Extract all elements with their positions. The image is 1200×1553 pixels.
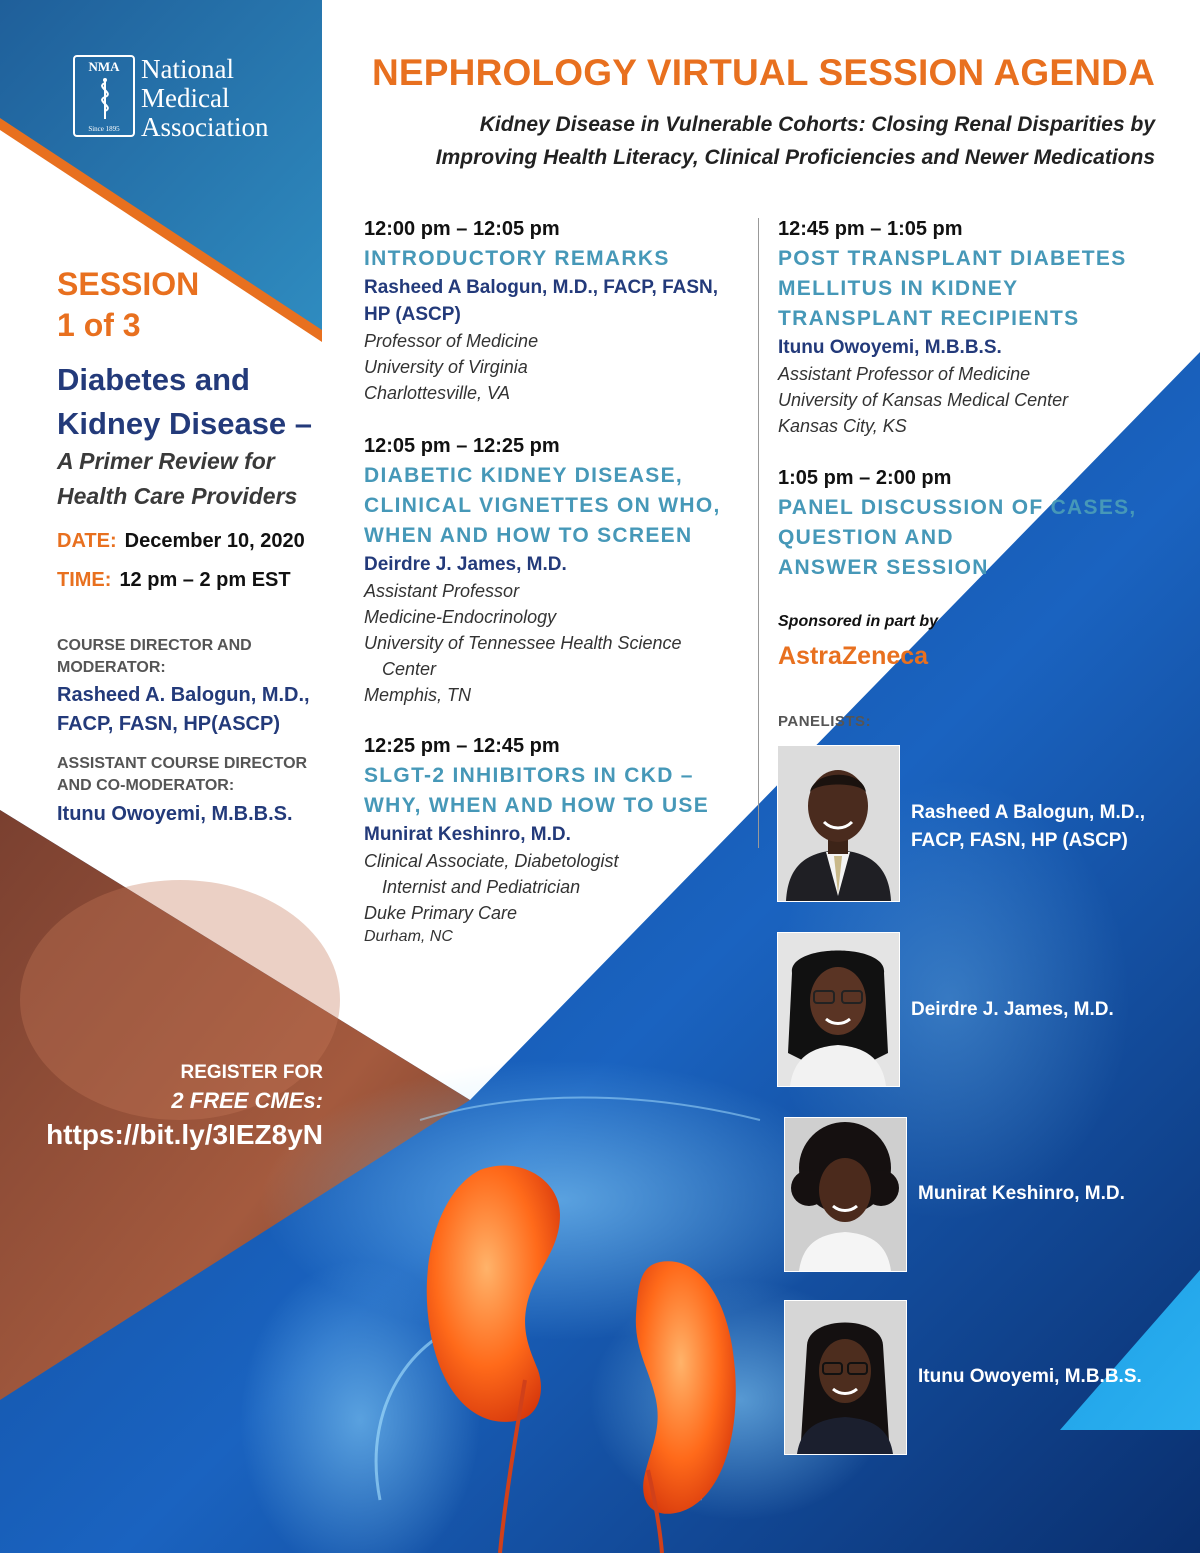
agenda-heading: INTRODUCTORY REMARKS bbox=[364, 247, 670, 270]
name-line: Rasheed A Balogun, M.D., bbox=[911, 802, 1146, 823]
agenda-item bbox=[364, 214, 754, 406]
register-link[interactable]: https://bit.ly/3IEZ8yN bbox=[46, 1119, 323, 1150]
agenda-item bbox=[778, 463, 1178, 583]
agenda-heading: WHY, WHEN AND HOW TO USE bbox=[364, 794, 710, 817]
agenda-speaker: Munirat Keshinro, M.D. bbox=[364, 824, 571, 845]
agenda-affiliation: Internist and Pediatrician bbox=[382, 877, 581, 897]
agenda-affiliation: University of Tennessee Health Science bbox=[364, 633, 682, 653]
agenda-affiliation: Memphis, TN bbox=[364, 685, 472, 705]
page-title: NEPHROLOGY VIRTUAL SESSION AGENDA bbox=[371, 52, 1155, 93]
agenda-time: 12:25 pm – 12:45 pm bbox=[364, 735, 560, 757]
agenda-affiliation: Clinical Associate, Diabetologist bbox=[364, 851, 619, 871]
agenda-speaker: Deirdre J. James, M.D. bbox=[364, 554, 567, 575]
agenda-item bbox=[364, 731, 754, 948]
agenda-item bbox=[778, 214, 1178, 439]
name-line: Deirdre J. James, M.D. bbox=[911, 999, 1114, 1020]
agenda-time: 12:00 pm – 12:05 pm bbox=[364, 218, 560, 240]
register-label: REGISTER FOR bbox=[180, 1062, 323, 1083]
logo-abbr: NMA bbox=[88, 59, 120, 74]
sponsor-name: AstraZeneca bbox=[778, 642, 929, 670]
assistant-director-label bbox=[57, 753, 307, 797]
logo-line: Association bbox=[141, 112, 269, 142]
panelist-name bbox=[918, 1363, 1142, 1391]
agenda-affiliation: Professor of Medicine bbox=[364, 331, 539, 351]
subtitle-line: Improving Health Literacy, Clinical Proficiencies and Newer Medications bbox=[435, 146, 1155, 169]
agenda-heading: CLINICAL VIGNETTES ON WHO, bbox=[364, 494, 721, 517]
agenda-item bbox=[364, 431, 754, 708]
headshot-woman-curly-hair-icon bbox=[785, 1118, 906, 1271]
agenda-affiliation: Medicine-Endocrinology bbox=[364, 607, 557, 627]
session-number bbox=[57, 264, 199, 346]
agenda-heading: ANSWER SESSION bbox=[778, 556, 989, 579]
logo-wordmark bbox=[141, 55, 269, 142]
session-topic bbox=[57, 358, 312, 446]
label-line: MODERATOR: bbox=[57, 659, 166, 676]
session-date bbox=[57, 530, 305, 553]
agenda-heading: PANEL DISCUSSION OF CASES, bbox=[778, 496, 1137, 519]
label-line: ASSISTANT COURSE DIRECTOR bbox=[57, 755, 308, 772]
session-time bbox=[57, 569, 291, 592]
agenda-heading: DIABETIC KIDNEY DISEASE, bbox=[364, 464, 684, 487]
agenda-heading: POST TRANSPLANT DIABETES bbox=[778, 247, 1127, 270]
agenda-time: 12:45 pm – 1:05 pm bbox=[778, 218, 963, 240]
course-director-name bbox=[57, 681, 310, 739]
agenda-heading: QUESTION AND bbox=[778, 526, 954, 549]
nma-seal bbox=[73, 55, 135, 137]
agenda-affiliation: University of Kansas Medical Center bbox=[778, 390, 1069, 410]
nma-logo bbox=[73, 55, 269, 142]
session-topic-subtitle bbox=[57, 444, 297, 514]
agenda-speaker: Itunu Owoyemi, M.B.B.S. bbox=[778, 337, 1002, 358]
topic-sub-line: A Primer Review for bbox=[57, 448, 275, 474]
date-label: DATE: bbox=[57, 530, 117, 552]
column-divider bbox=[758, 218, 759, 848]
agenda-affiliation: Charlottesville, VA bbox=[364, 383, 511, 403]
label-line: AND CO-MODERATOR: bbox=[57, 777, 235, 794]
agenda-heading: WHEN AND HOW TO SCREEN bbox=[364, 524, 693, 547]
agenda-affiliation: Assistant Professor of Medicine bbox=[778, 364, 1031, 384]
label-line: COURSE DIRECTOR AND bbox=[57, 637, 252, 654]
name-line: FACP, FASN, HP(ASCP) bbox=[57, 713, 280, 735]
caduceus-icon bbox=[91, 77, 119, 121]
agenda-affiliation: Kansas City, KS bbox=[778, 416, 907, 436]
topic-line: Diabetes and bbox=[57, 362, 250, 397]
agenda-heading: TRANSPLANT RECIPIENTS bbox=[778, 307, 1080, 330]
logo-line: Medical bbox=[141, 83, 230, 113]
panelist-name bbox=[911, 996, 1114, 1024]
agenda-affiliation: Durham, NC bbox=[364, 928, 453, 945]
time-label: TIME: bbox=[57, 569, 112, 591]
session-count: 1 of 3 bbox=[57, 307, 141, 343]
agenda-speaker: HP (ASCP) bbox=[364, 304, 461, 325]
course-director-label bbox=[57, 635, 252, 679]
name-line: Munirat Keshinro, M.D. bbox=[918, 1183, 1125, 1204]
time-value: 12 pm – 2 pm EST bbox=[119, 569, 291, 591]
agenda-heading: MELLITUS IN KIDNEY bbox=[778, 277, 1019, 300]
panelist-name bbox=[918, 1180, 1125, 1208]
assistant-director-name: Itunu Owoyemi, M.B.B.S. bbox=[57, 803, 293, 825]
headshot-woman-braids-glasses-icon bbox=[785, 1301, 906, 1454]
subtitle-line: Kidney Disease in Vulnerable Cohorts: Closing Renal Disparities by bbox=[479, 113, 1155, 136]
headshot-man-suit-icon bbox=[778, 746, 899, 901]
name-line: Itunu Owoyemi, M.B.B.S. bbox=[918, 1366, 1142, 1387]
register-callout bbox=[30, 1060, 323, 1154]
page-subtitle bbox=[300, 108, 1155, 174]
agenda-speaker: Rasheed A Balogun, M.D., FACP, FASN, bbox=[364, 277, 719, 298]
panelist-photo-balogun bbox=[777, 745, 900, 902]
topic-sub-line: Health Care Providers bbox=[57, 483, 298, 509]
logo-since: Since 1895 bbox=[88, 125, 120, 133]
agenda-affiliation: Duke Primary Care bbox=[364, 903, 518, 923]
session-label: SESSION bbox=[57, 266, 200, 302]
headshot-woman-glasses-icon bbox=[778, 933, 899, 1086]
register-cme: 2 FREE CMEs: bbox=[171, 1088, 323, 1113]
date-value: December 10, 2020 bbox=[124, 530, 305, 552]
panelist-photo-james bbox=[777, 932, 900, 1087]
name-line: Rasheed A. Balogun, M.D., bbox=[57, 684, 310, 706]
logo-line: National bbox=[141, 54, 234, 84]
agenda-affiliation: Assistant Professor bbox=[364, 581, 520, 601]
panelist-photo-owoyemi bbox=[784, 1300, 907, 1455]
topic-line: Kidney Disease – bbox=[57, 406, 313, 441]
agenda-time: 1:05 pm – 2:00 pm bbox=[778, 467, 952, 489]
panelist-photo-keshinro bbox=[784, 1117, 907, 1272]
agenda-affiliation: Center bbox=[382, 659, 437, 679]
agenda-time: 12:05 pm – 12:25 pm bbox=[364, 435, 560, 457]
agenda-heading: SLGT-2 INHIBITORS IN CKD – bbox=[364, 764, 694, 787]
panelist-name bbox=[911, 799, 1145, 855]
agenda-affiliation: University of Virginia bbox=[364, 357, 528, 377]
name-line: FACP, FASN, HP (ASCP) bbox=[911, 830, 1128, 851]
sponsor-label: Sponsored in part by bbox=[778, 613, 939, 630]
panelists-label: PANELISTS: bbox=[778, 713, 872, 730]
